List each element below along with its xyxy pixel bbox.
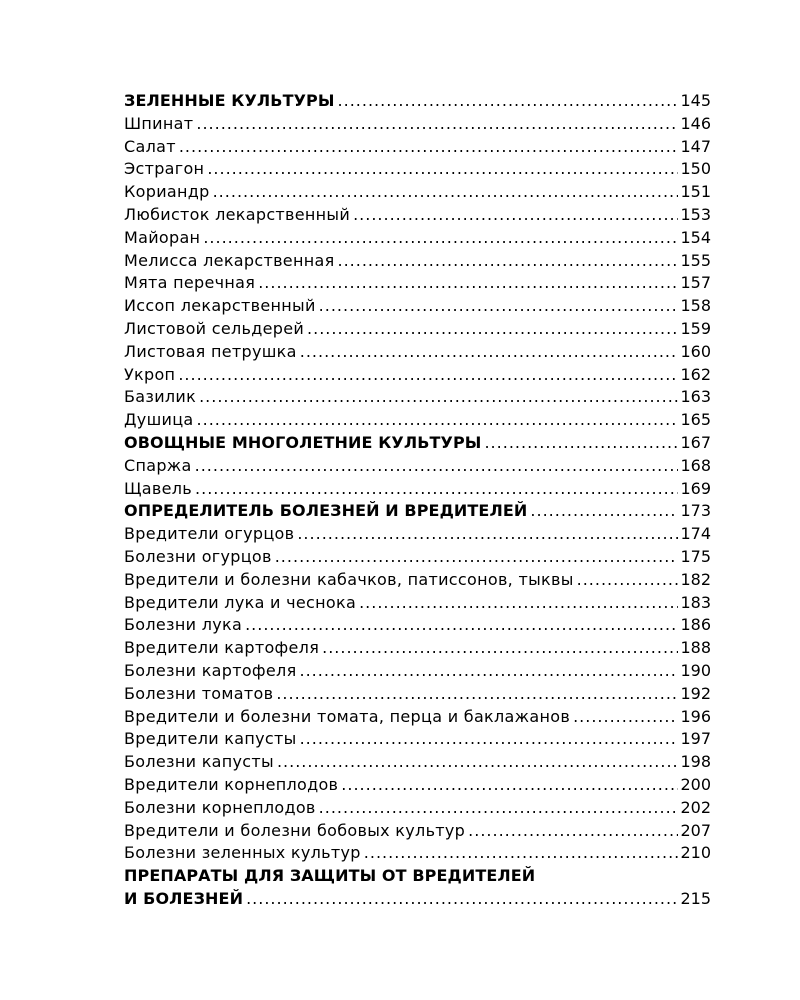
toc-entry (124, 478, 711, 501)
dot-leader (276, 683, 678, 706)
toc-entry (124, 409, 711, 432)
dot-leader (577, 569, 679, 592)
toc-heading-title: ПРЕПАРАТЫ ДЛЯ ЗАЩИТЫ ОТ ВРЕДИТЕЛЕЙ (124, 866, 536, 886)
dot-leader (207, 158, 678, 181)
toc-entry (124, 774, 711, 797)
toc-entry (124, 569, 711, 592)
toc-entry-title: Вредители капусты (124, 729, 297, 749)
toc-page-number: 151 (680, 182, 711, 202)
toc-entry-title: Кориандр (124, 182, 210, 202)
toc-heading-entry (124, 90, 711, 113)
dot-leader (573, 706, 678, 729)
toc-entry (124, 272, 711, 295)
dot-leader (322, 637, 678, 660)
toc-page-number: 165 (680, 410, 711, 430)
toc-entry-title: Листовая петрушка (124, 341, 297, 361)
dot-leader (246, 888, 678, 911)
toc-heading-title: И БОЛЕЗНЕЙ (124, 888, 244, 908)
toc-entry-title: Салат (124, 136, 176, 156)
toc-entry (124, 706, 711, 729)
toc-entry-title: Вредители картофеля (124, 638, 320, 658)
toc-entry (124, 637, 711, 660)
toc-entry-title: Болезни зеленных культур (124, 843, 361, 863)
toc-page-number: 146 (680, 113, 711, 133)
toc-entry (124, 318, 711, 341)
toc-page-number: 154 (680, 227, 711, 247)
toc-page-number: 196 (680, 706, 711, 726)
toc-page-number: 207 (680, 820, 711, 840)
toc-page-number: 190 (680, 660, 711, 680)
toc-entries (124, 90, 711, 865)
toc-page-number: 158 (680, 296, 711, 316)
dot-leader (338, 90, 679, 113)
toc-entry (124, 386, 711, 409)
dot-leader (300, 341, 679, 364)
toc-page-number: 162 (680, 364, 711, 384)
toc-entry-title: Вредители корнеплодов (124, 774, 339, 794)
dot-leader (341, 774, 678, 797)
toc-entry (124, 341, 711, 364)
toc-page-number: 167 (680, 432, 711, 452)
dot-leader (197, 409, 679, 432)
dot-leader (359, 592, 678, 615)
toc-entry-title: Базилик (124, 387, 197, 407)
dot-leader (258, 272, 678, 295)
toc-page-number: 145 (680, 91, 711, 110)
toc-heading-title: ОВОЩНЫЕ МНОГОЛЕТНИЕ КУЛЬТУРЫ (124, 432, 482, 452)
dot-leader (195, 478, 678, 501)
toc-page-number: 198 (680, 752, 711, 772)
toc-page-number: 175 (680, 546, 711, 566)
toc-entry-title: Болезни картофеля (124, 660, 297, 680)
toc-entry-title: Иссоп лекарственный (124, 296, 316, 316)
toc-entry (124, 295, 711, 318)
dot-leader (300, 660, 679, 683)
dot-leader (178, 364, 678, 387)
toc-entry (124, 592, 711, 615)
dot-leader (364, 842, 679, 865)
toc-entry (124, 113, 711, 136)
toc-page-number: 192 (680, 683, 711, 703)
toc-page-number: 182 (680, 569, 711, 589)
toc-entry-title: Душица (124, 410, 194, 430)
toc-entry-title: Укроп (124, 364, 176, 384)
toc-entry-title: Вредители и болезни бобовых культур (124, 820, 466, 840)
toc-entry-title: Шпинат (124, 113, 194, 133)
toc-entry (124, 614, 711, 637)
toc-page-number: 202 (680, 797, 711, 817)
toc-page-number: 147 (680, 136, 711, 156)
toc-entry-title: Болезни капусты (124, 752, 274, 772)
toc-entry-title: Болезни огурцов (124, 546, 272, 566)
toc-page-number: 173 (680, 501, 711, 521)
toc-page-number: 188 (680, 638, 711, 658)
toc-entry (124, 523, 711, 546)
toc-entry-title: Майоран (124, 227, 201, 247)
dot-leader (277, 751, 679, 774)
toc-entry (124, 204, 711, 227)
toc-page-number: 186 (680, 615, 711, 635)
toc-entry-title: Болезни томатов (124, 683, 274, 703)
toc-entry (124, 842, 711, 865)
toc-entry-title: Болезни корнеплодов (124, 797, 316, 817)
toc-entry (124, 250, 711, 273)
dot-leader (319, 295, 679, 318)
toc-page-number: 200 (680, 774, 711, 794)
dot-leader (484, 432, 678, 455)
dot-leader (338, 250, 679, 273)
toc-entry (124, 820, 711, 843)
toc-heading-title: ЗЕЛЕННЫЕ КУЛЬТУРЫ (124, 91, 335, 110)
toc-page-number: 174 (680, 524, 711, 544)
toc-entry (124, 683, 711, 706)
dot-leader (300, 728, 679, 751)
toc-entry (124, 364, 711, 387)
toc-entry-title: Мелисса лекарственная (124, 250, 335, 270)
toc-heading-entry (124, 500, 711, 523)
dot-leader (196, 113, 678, 136)
toc-page-number: 163 (680, 387, 711, 407)
toc-entry (124, 546, 711, 569)
table-of-contents (124, 90, 711, 911)
toc-entry-title: Вредители и болезни кабачков, патиссонов, тыквы (124, 569, 574, 589)
toc-page-number: 215 (680, 888, 711, 908)
dot-leader (530, 500, 678, 523)
toc-page-number: 197 (680, 729, 711, 749)
toc-page-number: 169 (680, 478, 711, 498)
toc-page-number: 183 (680, 592, 711, 612)
toc-entry-title: Вредители огурцов (124, 524, 295, 544)
toc-entry (124, 797, 711, 820)
toc-entry-title: Любисток лекарственный (124, 204, 351, 224)
toc-entry-title: Вредители лука и чеснока (124, 592, 357, 612)
dot-leader (213, 181, 679, 204)
toc-heading-entry (124, 432, 711, 455)
toc-entry (124, 660, 711, 683)
toc-page-number: 160 (680, 341, 711, 361)
toc-entry (124, 751, 711, 774)
toc-entry-title: Болезни лука (124, 615, 243, 635)
toc-page-number: 150 (680, 159, 711, 179)
toc-page-number: 168 (680, 455, 711, 475)
toc-page-number: 153 (680, 204, 711, 224)
toc-entry-title: Мята перечная (124, 273, 256, 293)
toc-entry (124, 455, 711, 478)
toc-page-number: 210 (680, 843, 711, 863)
dot-leader (307, 318, 678, 341)
toc-entry-title: Эстрагон (124, 159, 205, 179)
dot-leader (195, 455, 679, 478)
toc-entry (124, 181, 711, 204)
dot-leader (245, 614, 678, 637)
dot-leader (179, 136, 679, 159)
toc-heading-entry (124, 888, 711, 911)
toc-page-number: 157 (680, 273, 711, 293)
toc-heading-line (124, 865, 711, 888)
toc-entry-title: Спаржа (124, 455, 192, 475)
dot-leader (319, 797, 679, 820)
toc-entry (124, 158, 711, 181)
toc-heading-title: ОПРЕДЕЛИТЕЛЬ БОЛЕЗНЕЙ И ВРЕДИТЕЛЕЙ (124, 501, 528, 521)
toc-page-number: 155 (680, 250, 711, 270)
dot-leader (275, 546, 679, 569)
dot-leader (468, 820, 678, 843)
dot-leader (297, 523, 678, 546)
toc-entry-title: Щавель (124, 478, 193, 498)
toc-page-number: 159 (680, 318, 711, 338)
dot-leader (353, 204, 678, 227)
toc-entry-title: Вредители и болезни томата, перца и баклажанов (124, 706, 571, 726)
dot-leader (199, 386, 678, 409)
toc-entry (124, 728, 711, 751)
toc-entry (124, 227, 711, 250)
toc-entry (124, 136, 711, 159)
dot-leader (203, 227, 678, 250)
toc-entry-title: Листовой сельдерей (124, 318, 305, 338)
